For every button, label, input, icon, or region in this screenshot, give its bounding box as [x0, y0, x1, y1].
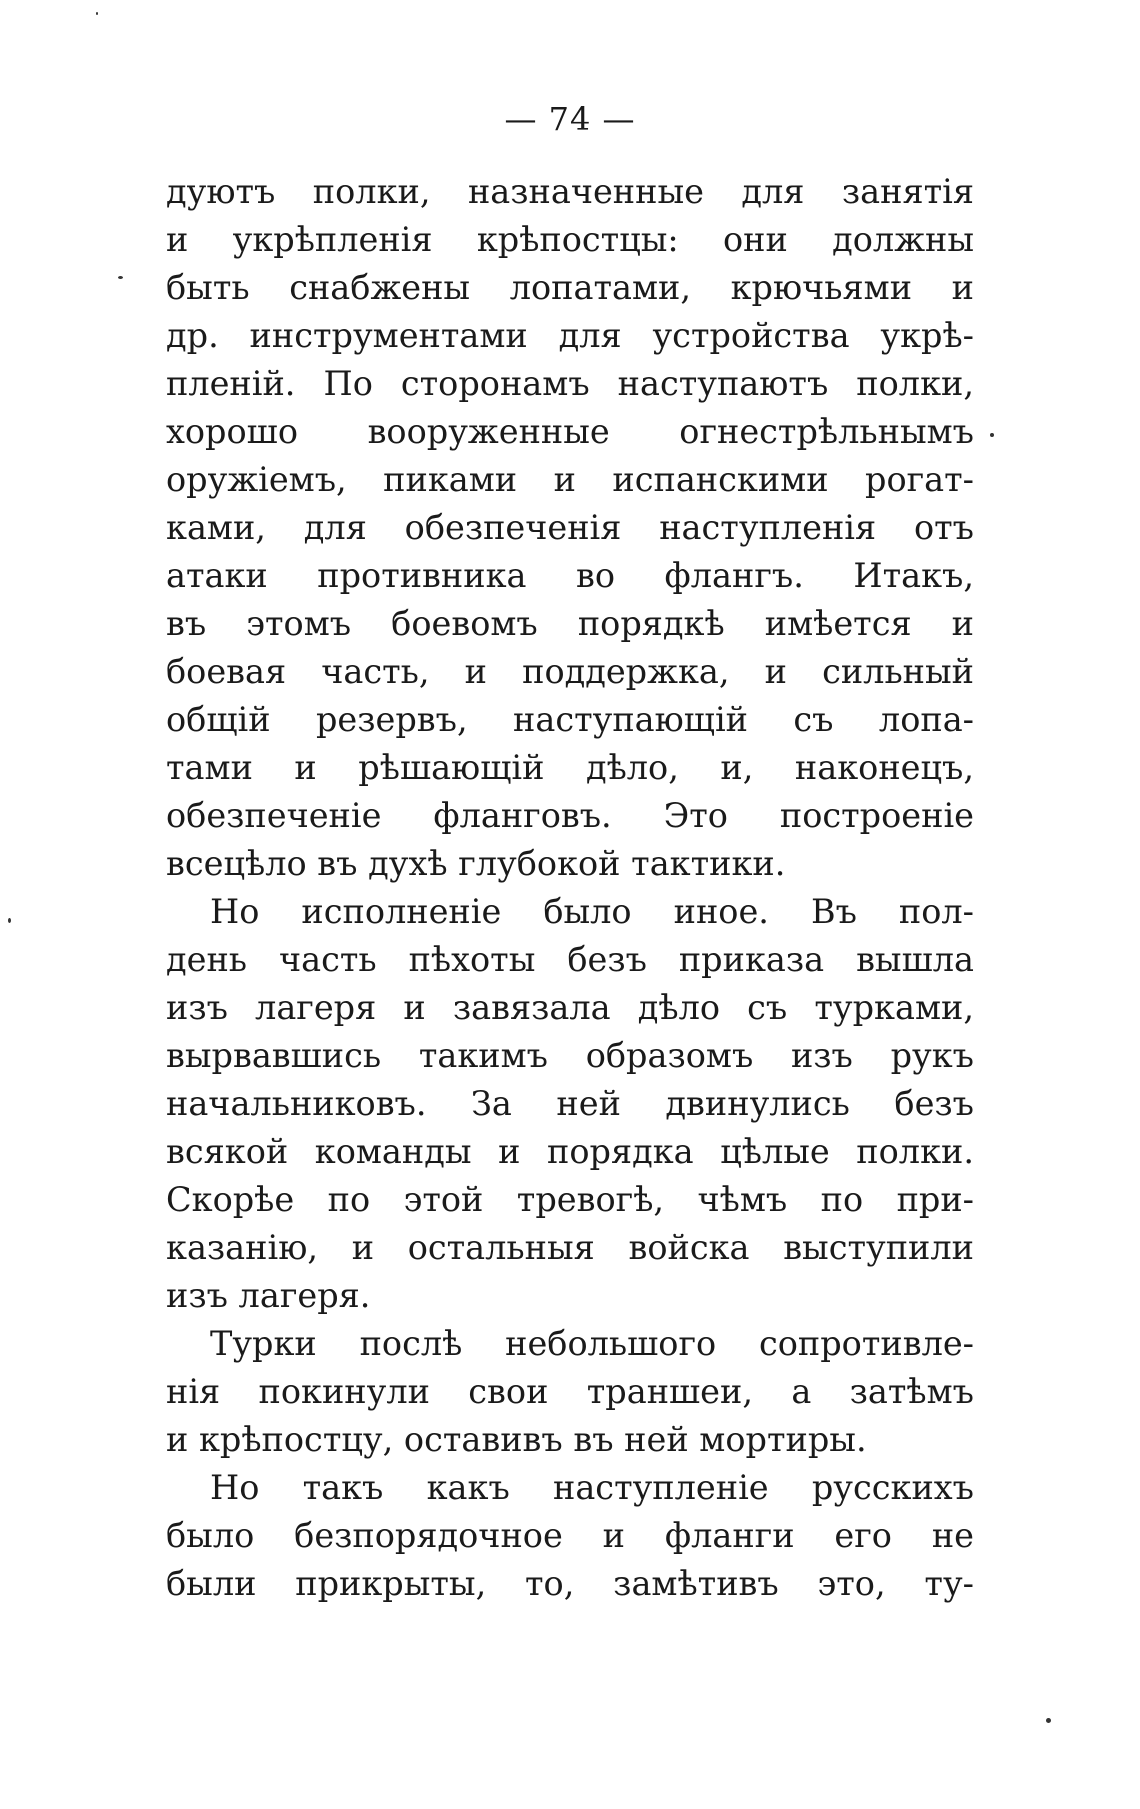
text-line: Скорѣе по этой тревогѣ, чѣмъ по при-: [166, 1180, 974, 1219]
scan-speck: [8, 918, 11, 923]
text-line: начальниковъ. За ней двинулись безъ: [166, 1084, 974, 1123]
text-line: день часть пѣхоты безъ приказа вышла: [166, 940, 974, 979]
scan-speck: [96, 12, 98, 15]
text-line: атаки противника во флангъ. Итакъ,: [166, 556, 974, 595]
text-line: нія покинули свои траншеи, а затѣмъ: [166, 1372, 974, 1411]
text-line: хорошо вооруженные огнестрѣльнымъ: [166, 412, 974, 451]
text-line: изъ лагеря и завязала дѣло съ турками,: [166, 988, 974, 1027]
text-line: было безпорядочное и фланги его не: [166, 1516, 974, 1555]
text-line: ками, для обезпеченія наступленія отъ: [166, 508, 974, 547]
text-line: обезпеченіе фланговъ. Это построеніе: [166, 796, 974, 835]
text-line: тами и рѣшающій дѣло, и, наконецъ,: [166, 748, 974, 787]
text-line: изъ лагеря.: [166, 1276, 371, 1315]
text-line: Но такъ какъ наступленіе русскихъ: [210, 1468, 974, 1507]
text-line: казанію, и остальныя войска выступили: [166, 1228, 974, 1267]
scan-speck: [1046, 1718, 1051, 1723]
text-line: Турки послѣ небольшого сопротивле-: [210, 1324, 974, 1363]
text-line: и крѣпостцу, оставивъ въ ней мортиры.: [166, 1420, 867, 1459]
text-line: пленій. По сторонамъ наступаютъ полки,: [166, 364, 974, 403]
text-line: всякой команды и порядка цѣлые полки.: [166, 1132, 974, 1171]
body-text: [166, 168, 974, 1608]
text-line: вырвавшись такимъ образомъ изъ рукъ: [166, 1036, 974, 1075]
page-number: — 74 —: [504, 100, 636, 138]
text-line: быть снабжены лопатами, крючьями и: [166, 268, 974, 307]
scan-speck: [990, 433, 994, 437]
text-line: общій резервъ, наступающій съ лопа-: [166, 700, 974, 739]
text-line: въ этомъ боевомъ порядкѣ имѣется и: [166, 604, 974, 643]
text-line: дуютъ полки, назначенные для занятія: [166, 172, 974, 211]
text-line: и укрѣпленія крѣпостцы: они должны: [166, 220, 974, 259]
text-line: были прикрыты, то, замѣтивъ это, ту-: [166, 1564, 974, 1603]
text-line: всецѣло въ духѣ глубокой тактики.: [166, 844, 786, 883]
text-line: Но исполненіе было иное. Въ пол-: [210, 892, 974, 931]
text-line: др. инструментами для устройства укрѣ-: [166, 316, 974, 355]
text-line: оружіемъ, пиками и испанскими рогат-: [166, 460, 974, 499]
text-line: боевая часть, и поддержка, и сильный: [166, 652, 974, 691]
scan-speck: [118, 276, 123, 279]
